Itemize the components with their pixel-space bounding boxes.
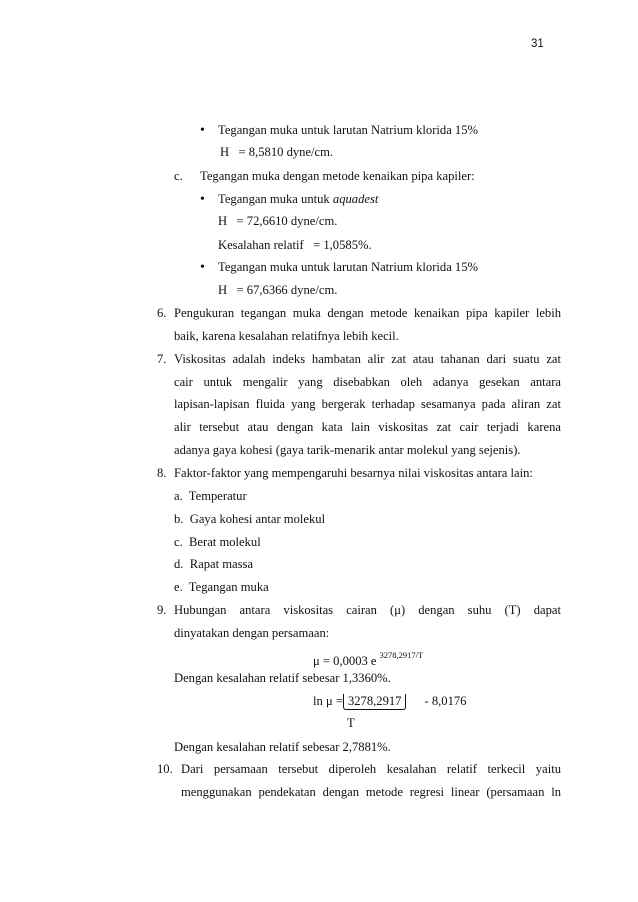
list-number: 8.: [157, 466, 167, 480]
paragraph-line: Hubungan antara viskositas cairan (μ) dengan suhu (T) dapat: [174, 603, 561, 617]
equation-constant: - 8,0176: [424, 694, 467, 708]
bullet-icon: •: [200, 192, 205, 207]
value-line: H = 8,5810 dyne/cm.: [220, 145, 334, 159]
sub-item: a. Temperatur: [174, 489, 247, 503]
page-number: 31: [531, 38, 544, 50]
paragraph-line: menggunakan pendekatan dengan metode regresi linear (persamaan ln: [181, 785, 561, 799]
paragraph-line: Dengan kesalahan relatif sebesar 2,7881%.: [174, 740, 391, 754]
sub-item: b. Gaya kohesi antar molekul: [174, 512, 326, 526]
equation-log: [313, 694, 466, 710]
value-line: H = 67,6366 dyne/cm.: [218, 283, 338, 297]
bullet-text-italic: aquadest: [332, 192, 379, 206]
value-line: H = 72,6610 dyne/cm.: [218, 214, 338, 228]
bullet-text: Tegangan muka untuk larutan Natrium klorida 15%: [218, 260, 479, 274]
bullet-text: [218, 192, 378, 207]
equation-lhs: ln μ =: [313, 694, 343, 708]
equation-main: μ = 0,0003 e: [313, 654, 377, 668]
paragraph-line: lapisan-lapisan fluida yang bergerak terhadap sesamanya pada aliran zat: [174, 397, 561, 411]
equation-denominator: T: [347, 716, 355, 730]
paragraph-line: alir tersebut atau dengan kata lain viskositas zat cair terjadi karena: [174, 420, 561, 434]
bullet-icon: •: [200, 123, 205, 138]
paragraph-line: Faktor-faktor yang mempengaruhi besarnya nilai viskositas antara lain:: [174, 466, 533, 480]
paragraph-line: cair untuk mengalir yang disebabkan oleh adanya gesekan antara: [174, 375, 561, 389]
paragraph-line: Viskositas adalah indeks hambatan alir zat atau tahanan dari suatu zat: [174, 352, 561, 366]
paragraph-line: dinyatakan dengan persamaan:: [174, 626, 330, 640]
equation-exponent: 3278,2917/T: [379, 650, 424, 660]
paragraph-line: Dari persamaan tersebut diperoleh kesalahan relatif terkecil yaitu: [181, 762, 561, 776]
bullet-text: Tegangan muka untuk larutan Natrium klorida 15%: [218, 123, 479, 137]
sub-item: c. Berat molekul: [174, 535, 261, 549]
paragraph-line: adanya gaya kohesi (gaya tarik-menarik antar molekul yang sejenis).: [174, 443, 521, 457]
list-number: 7.: [157, 352, 167, 366]
paragraph-line: baik, karena kesalahan relatifnya lebih kecil.: [174, 329, 399, 343]
bullet-icon: •: [200, 260, 205, 275]
equation-exponential: [313, 648, 423, 669]
error-line: Kesalahan relatif = 1,0585%.: [218, 238, 372, 252]
list-text: Tegangan muka dengan metode kenaikan pipa kapiler:: [200, 169, 475, 183]
sub-item: e. Tegangan muka: [174, 580, 269, 594]
equation-numerator: 3278,2917: [343, 694, 407, 710]
sub-item: d. Rapat massa: [174, 557, 254, 571]
list-marker: c.: [174, 169, 183, 183]
paragraph-line: Pengukuran tegangan muka dengan metode kenaikan pipa kapiler lebih: [174, 306, 561, 320]
list-number: 10.: [157, 762, 173, 776]
list-number: 6.: [157, 306, 167, 320]
bullet-text-plain: Tegangan muka untuk: [218, 192, 333, 206]
paragraph-line: Dengan kesalahan relatif sebesar 1,3360%.: [174, 671, 391, 685]
list-number: 9.: [157, 603, 167, 617]
